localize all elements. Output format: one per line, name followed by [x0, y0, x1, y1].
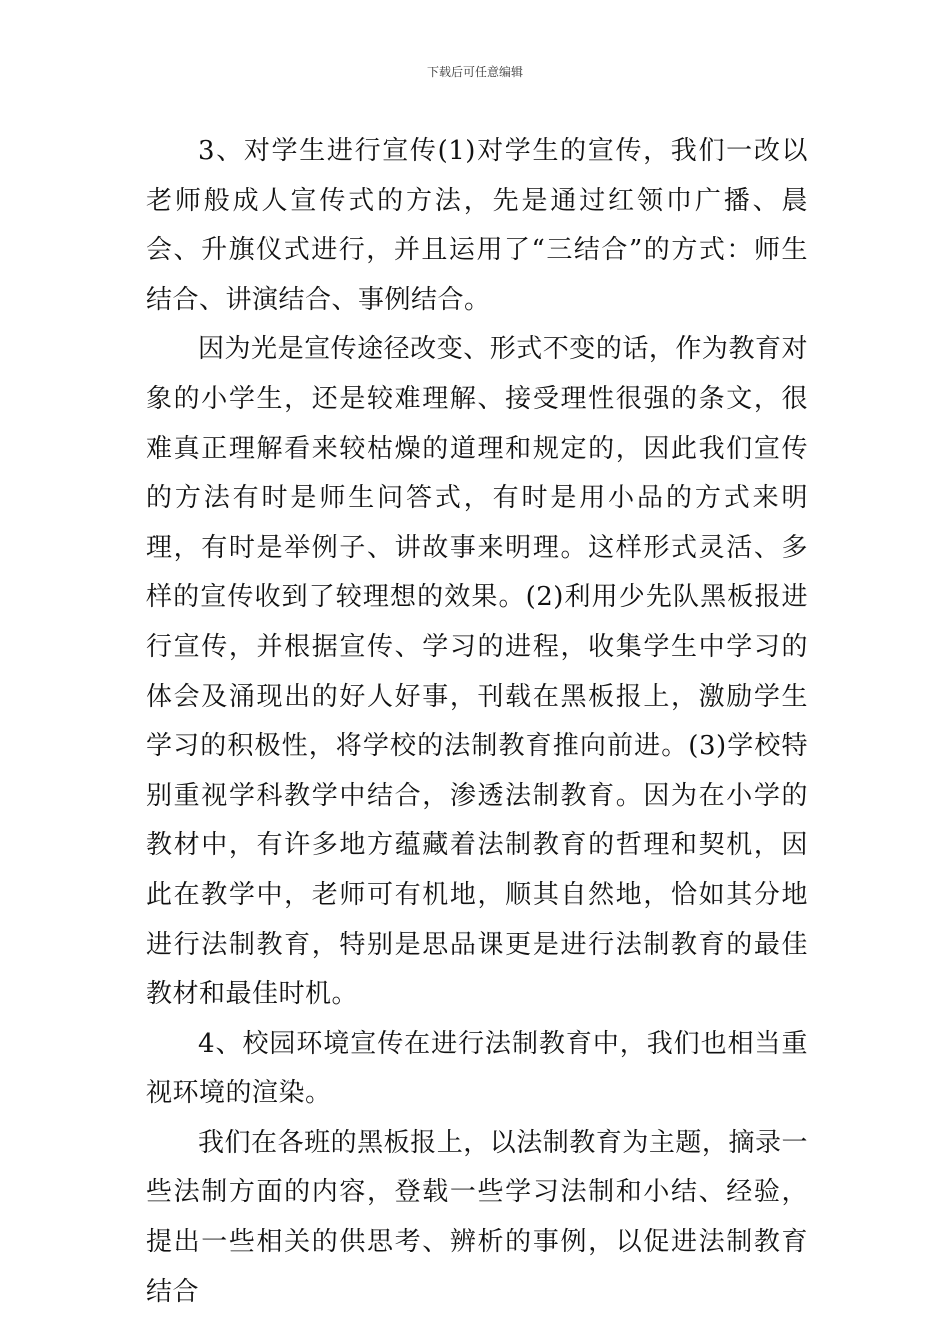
paragraph-environment-publicity: 4、校园环境宣传在进行法制教育中，我们也相当重视环境的渲染。 [146, 1028, 808, 1109]
paragraph-campus-publicity-students: 3、对学生进行宣传(1)对学生的宣传，我们一改以老师般成人宣传式的方法，先是通过红领巾广播、晨会、升旗仪式进行，并且运用了“三结合”的方式：师生结合、讲演结合、事例结合。 [146, 136, 808, 315]
paragraph-blackboard-reports: 我们在各班的黑板报上，以法制教育为主题，摘录一些法制方面的内容，登载一些学习法制和小结、经验，提出一些相关的供思考、辨析的事例，以促进法制教育结合 [146, 1127, 808, 1307]
header-note: 下载后可任意编辑 [426, 65, 523, 79]
paragraph-publicity-methods: 因为光是宣传途径改变、形式不变的话，作为教育对象的小学生，还是较难理解、接受理性很强的条文，很难真正理解看来较枯燥的道理和规定的，因此我们宣传的方法有时是师生问答式，有时是用小品的方式来明理，有时是举例子、讲故事来明理。这样形式灵活、多样的宣传收到了较理想的效果。(2)利用少先队黑板报进行宣传，并根据宣传、学习的进程，收集学生中学习的体会及涌现出的好人好事，刊载在黑板报上，激励学生学习的积极性，将学校的法制教育推向前进。(3)学校特别重视学科教学中结合，渗透法制教育。因为在小学的教材中，有许多地方蕴藏着法制教育的哲理和契机，因此在教学中，老师可有机地，顺其自然地，恰如其分地进行法制教育，特别是思品课更是进行法制教育的最佳教材和最佳时机。 [146, 334, 808, 1010]
body-text [146, 127, 808, 1317]
